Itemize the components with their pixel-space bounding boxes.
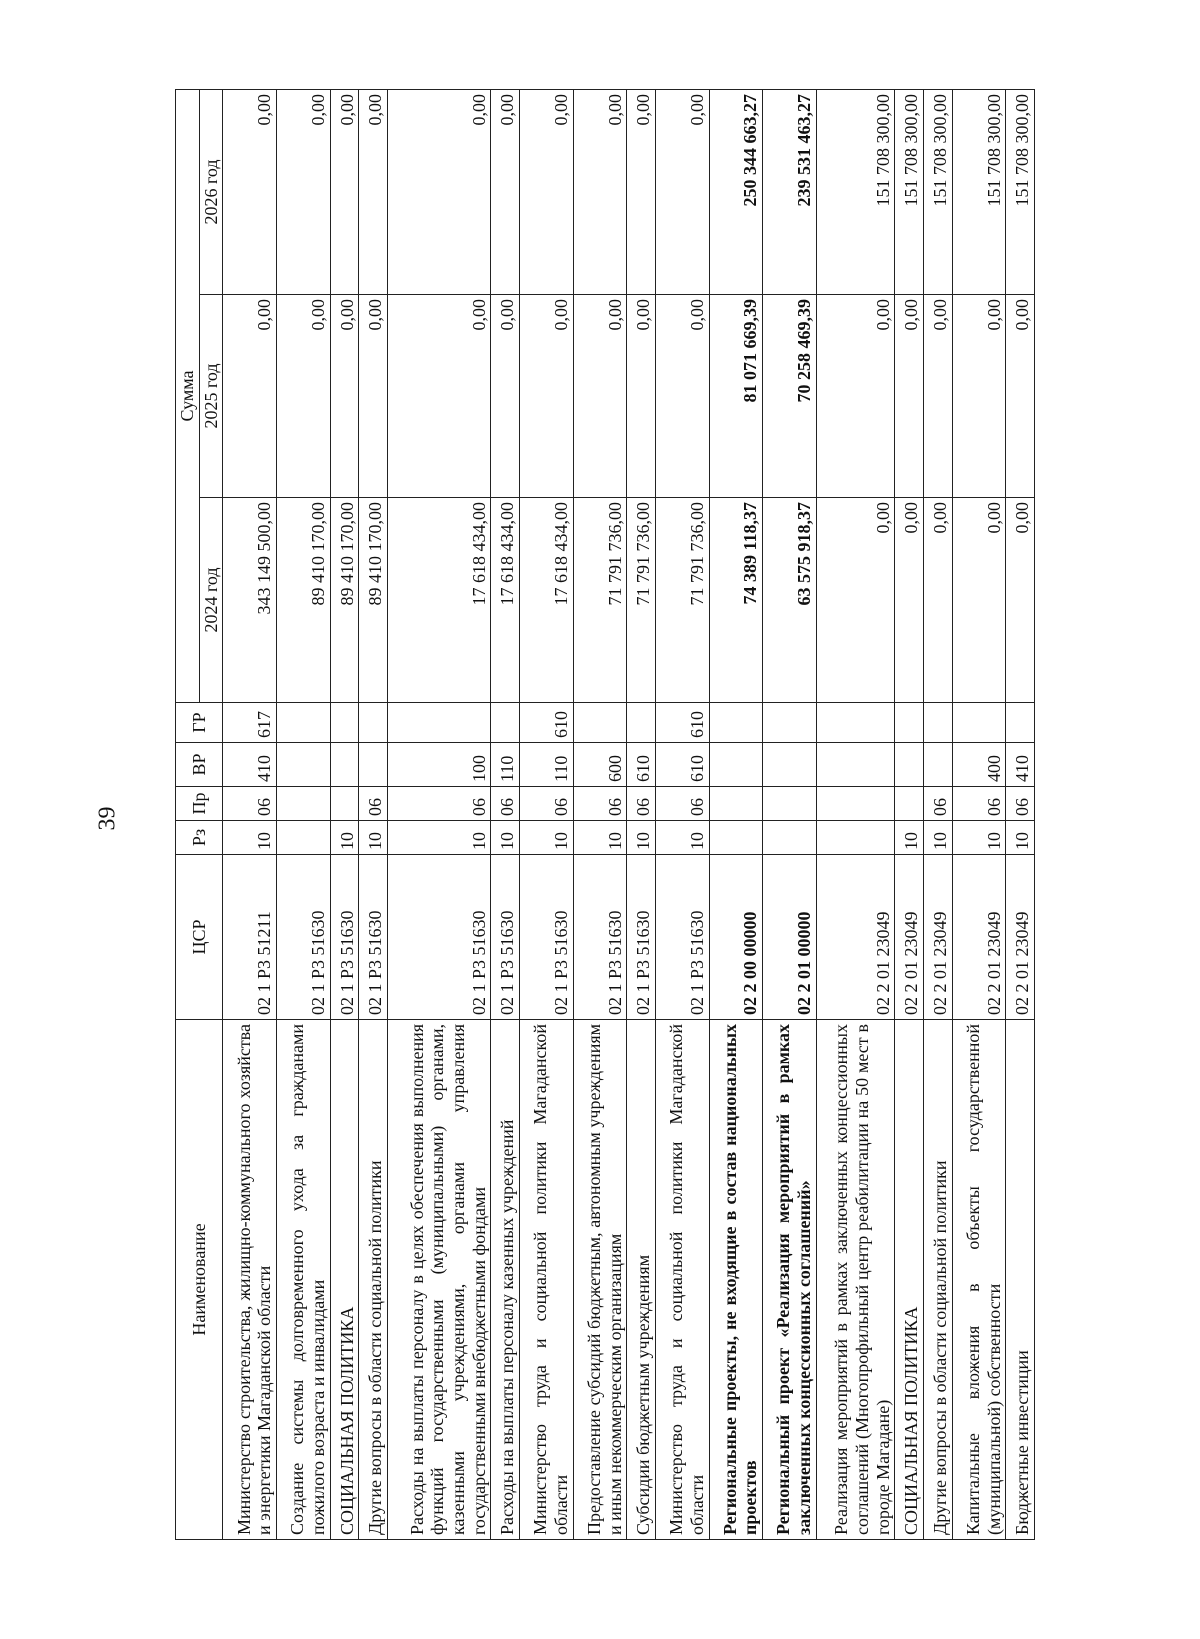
cell-pr: 06 <box>1006 787 1035 821</box>
cell-2025: 0,00 <box>330 295 359 498</box>
table-row <box>276 89 330 1539</box>
cell-csr: 02 1 Р3 51630 <box>520 855 574 1020</box>
cell-name: Другие вопросы в области социальной политики <box>359 1020 388 1540</box>
cell-vr <box>330 743 359 787</box>
cell-2024: 0,00 <box>923 498 952 703</box>
table-row <box>952 89 1006 1539</box>
table-row <box>923 89 952 1539</box>
cell-2024: 74 389 118,37 <box>709 498 763 703</box>
cell-pr: 06 <box>387 787 491 821</box>
cell-2025: 0,00 <box>627 295 656 498</box>
cell-vr <box>816 743 895 787</box>
header-pr: Пр <box>176 787 223 821</box>
cell-csr: 02 1 Р3 51630 <box>387 855 491 1020</box>
cell-2026: 0,00 <box>387 89 491 294</box>
cell-vr <box>923 743 952 787</box>
cell-rz: 10 <box>359 821 388 855</box>
cell-gr <box>952 703 1006 743</box>
cell-2026: 250 344 663,27 <box>709 89 763 294</box>
table-row <box>330 89 359 1539</box>
cell-2025: 0,00 <box>1006 295 1035 498</box>
cell-gr <box>816 703 895 743</box>
cell-name: Министерство труда и социальной политики Магаданской области <box>655 1020 709 1540</box>
cell-2024: 89 410 170,00 <box>276 498 330 703</box>
cell-vr: 100 <box>387 743 491 787</box>
cell-2024: 0,00 <box>895 498 924 703</box>
cell-2026: 0,00 <box>655 89 709 294</box>
cell-gr <box>627 703 656 743</box>
cell-gr <box>763 703 817 743</box>
cell-csr: 02 2 01 23049 <box>923 855 952 1020</box>
cell-rz: 10 <box>923 821 952 855</box>
budget-table-container <box>175 90 1035 1540</box>
table-body <box>223 89 1035 1539</box>
cell-2024: 71 791 736,00 <box>573 498 627 703</box>
table-row <box>223 89 277 1539</box>
cell-2024: 89 410 170,00 <box>359 498 388 703</box>
cell-2026: 0,00 <box>491 89 520 294</box>
cell-rz: 10 <box>387 821 491 855</box>
cell-2025: 0,00 <box>359 295 388 498</box>
cell-name: Капитальные вложения в объекты государственной (муниципальной) собственности <box>952 1020 1006 1540</box>
cell-rz: 10 <box>655 821 709 855</box>
cell-2025: 0,00 <box>895 295 924 498</box>
table-row <box>573 89 627 1539</box>
table-row <box>627 89 656 1539</box>
cell-name: Министерство строительства, жилищно-коммунального хозяйства и энергетики Магаданской области <box>223 1020 277 1540</box>
cell-rz: 10 <box>952 821 1006 855</box>
cell-2024: 0,00 <box>952 498 1006 703</box>
cell-gr: 610 <box>520 703 574 743</box>
page-number: 39 <box>94 806 121 831</box>
cell-csr: 02 2 01 23049 <box>816 855 895 1020</box>
header-rz: Рз <box>176 821 223 855</box>
table-row <box>491 89 520 1539</box>
budget-table <box>175 89 1035 1540</box>
cell-vr: 110 <box>491 743 520 787</box>
cell-2025: 0,00 <box>520 295 574 498</box>
cell-csr: 02 2 00 00000 <box>709 855 763 1020</box>
cell-name: Другие вопросы в области социальной политики <box>923 1020 952 1540</box>
cell-vr: 400 <box>952 743 1006 787</box>
cell-rz: 10 <box>1006 821 1035 855</box>
cell-vr <box>763 743 817 787</box>
cell-2024: 17 618 434,00 <box>520 498 574 703</box>
cell-name: Предоставление субсидий бюджетным, автономным учреждениям и иным некоммерческим организациям <box>573 1020 627 1540</box>
header-sum: Сумма <box>176 89 200 702</box>
cell-2026: 0,00 <box>520 89 574 294</box>
cell-2024: 71 791 736,00 <box>655 498 709 703</box>
cell-gr <box>1006 703 1035 743</box>
cell-2026: 239 531 463,27 <box>763 89 817 294</box>
cell-rz <box>276 821 330 855</box>
cell-2026: 0,00 <box>573 89 627 294</box>
cell-pr <box>763 787 817 821</box>
header-2024: 2024 год <box>199 498 223 703</box>
cell-2026: 151 708 300,00 <box>952 89 1006 294</box>
cell-pr <box>330 787 359 821</box>
cell-vr: 600 <box>573 743 627 787</box>
cell-2025: 70 258 469,39 <box>763 295 817 498</box>
cell-rz <box>816 821 895 855</box>
cell-pr: 06 <box>655 787 709 821</box>
cell-csr: 02 1 Р3 51630 <box>627 855 656 1020</box>
cell-name: Реализация мероприятий в рамках заключенных концессионных соглашений (Многопрофильный центр реабилитации на 50 мест в городе Магадане) <box>816 1020 895 1540</box>
table-row <box>816 89 895 1539</box>
table-row <box>387 89 491 1539</box>
cell-rz <box>763 821 817 855</box>
cell-csr: 02 2 01 23049 <box>895 855 924 1020</box>
cell-pr <box>816 787 895 821</box>
cell-2025: 0,00 <box>223 295 277 498</box>
cell-vr <box>895 743 924 787</box>
cell-pr: 06 <box>223 787 277 821</box>
table-row <box>655 89 709 1539</box>
cell-csr: 02 1 Р3 51630 <box>359 855 388 1020</box>
cell-gr <box>895 703 924 743</box>
cell-2024: 0,00 <box>816 498 895 703</box>
cell-pr: 06 <box>627 787 656 821</box>
header-2026: 2026 год <box>199 89 223 294</box>
cell-csr: 02 1 Р3 51630 <box>491 855 520 1020</box>
cell-2024: 17 618 434,00 <box>491 498 520 703</box>
cell-2026: 151 708 300,00 <box>895 89 924 294</box>
cell-2026: 0,00 <box>330 89 359 294</box>
cell-rz: 10 <box>627 821 656 855</box>
cell-vr: 410 <box>223 743 277 787</box>
cell-name: Региональные проекты, не входящие в состав национальных проектов <box>709 1020 763 1540</box>
cell-2025: 0,00 <box>952 295 1006 498</box>
cell-gr <box>276 703 330 743</box>
cell-pr <box>895 787 924 821</box>
cell-rz: 10 <box>520 821 574 855</box>
cell-csr: 02 1 Р3 51630 <box>655 855 709 1020</box>
cell-name: Расходы на выплаты персоналу в целях обеспечения выполнения функций государственными (муниципальными) органами, казенными учреждениями, органами управления государственными внебюджетными фондами <box>387 1020 491 1540</box>
cell-vr: 610 <box>655 743 709 787</box>
cell-2024: 17 618 434,00 <box>387 498 491 703</box>
cell-name: Создание системы долговременного ухода за гражданами пожилого возраста и инвалидами <box>276 1020 330 1540</box>
header-gr: ГР <box>176 703 223 743</box>
cell-pr <box>709 787 763 821</box>
cell-pr <box>276 787 330 821</box>
cell-csr: 02 1 Р3 51630 <box>276 855 330 1020</box>
cell-csr: 02 1 Р3 51630 <box>330 855 359 1020</box>
cell-2026: 151 708 300,00 <box>816 89 895 294</box>
cell-csr: 02 2 01 00000 <box>763 855 817 1020</box>
cell-name: Бюджетные инвестиции <box>1006 1020 1035 1540</box>
cell-2026: 0,00 <box>276 89 330 294</box>
header-2025: 2025 год <box>199 295 223 498</box>
cell-pr: 06 <box>359 787 388 821</box>
cell-rz: 10 <box>330 821 359 855</box>
cell-name: Региональный проект «Реализация мероприятий в рамках заключенных концессионных соглашений» <box>763 1020 817 1540</box>
table-row <box>895 89 924 1539</box>
cell-vr <box>276 743 330 787</box>
cell-name: СОЦИАЛЬНАЯ ПОЛИТИКА <box>330 1020 359 1540</box>
cell-2026: 151 708 300,00 <box>923 89 952 294</box>
cell-2026: 0,00 <box>359 89 388 294</box>
cell-gr <box>573 703 627 743</box>
cell-rz: 10 <box>895 821 924 855</box>
cell-pr: 06 <box>923 787 952 821</box>
cell-rz: 10 <box>491 821 520 855</box>
cell-vr <box>709 743 763 787</box>
cell-2025: 0,00 <box>655 295 709 498</box>
cell-gr <box>923 703 952 743</box>
cell-pr: 06 <box>491 787 520 821</box>
cell-csr: 02 1 Р3 51630 <box>573 855 627 1020</box>
cell-2025: 0,00 <box>387 295 491 498</box>
cell-2024: 71 791 736,00 <box>627 498 656 703</box>
cell-pr: 06 <box>520 787 574 821</box>
cell-vr: 610 <box>627 743 656 787</box>
table-row <box>1006 89 1035 1539</box>
cell-2025: 0,00 <box>276 295 330 498</box>
cell-vr <box>359 743 388 787</box>
header-csr: ЦСР <box>176 855 223 1020</box>
cell-2026: 0,00 <box>627 89 656 294</box>
cell-gr <box>330 703 359 743</box>
table-row <box>520 89 574 1539</box>
cell-gr <box>491 703 520 743</box>
cell-2025: 81 071 669,39 <box>709 295 763 498</box>
header-vr: ВР <box>176 743 223 787</box>
cell-2025: 0,00 <box>491 295 520 498</box>
header-name: Наименование <box>176 1020 223 1540</box>
cell-gr <box>359 703 388 743</box>
cell-name: СОЦИАЛЬНАЯ ПОЛИТИКА <box>895 1020 924 1540</box>
cell-name: Расходы на выплаты персоналу казенных учреждений <box>491 1020 520 1540</box>
table-row <box>709 89 763 1539</box>
table-row <box>359 89 388 1539</box>
cell-2024: 89 410 170,00 <box>330 498 359 703</box>
cell-csr: 02 2 01 23049 <box>1006 855 1035 1020</box>
cell-2026: 0,00 <box>223 89 277 294</box>
cell-rz: 10 <box>573 821 627 855</box>
cell-name: Субсидии бюджетным учреждениям <box>627 1020 656 1540</box>
cell-rz <box>709 821 763 855</box>
cell-gr <box>387 703 491 743</box>
cell-2024: 0,00 <box>1006 498 1035 703</box>
cell-rz: 10 <box>223 821 277 855</box>
cell-gr: 610 <box>655 703 709 743</box>
header-row-1 <box>176 89 200 1539</box>
cell-gr <box>709 703 763 743</box>
cell-vr: 110 <box>520 743 574 787</box>
cell-vr: 410 <box>1006 743 1035 787</box>
cell-csr: 02 1 Р3 51211 <box>223 855 277 1020</box>
cell-2026: 151 708 300,00 <box>1006 89 1035 294</box>
cell-name: Министерство труда и социальной политики Магаданской области <box>520 1020 574 1540</box>
cell-pr: 06 <box>573 787 627 821</box>
cell-pr: 06 <box>952 787 1006 821</box>
cell-2024: 343 149 500,00 <box>223 498 277 703</box>
cell-2025: 0,00 <box>573 295 627 498</box>
cell-2025: 0,00 <box>923 295 952 498</box>
cell-csr: 02 2 01 23049 <box>952 855 1006 1020</box>
cell-2025: 0,00 <box>816 295 895 498</box>
cell-gr: 617 <box>223 703 277 743</box>
cell-2024: 63 575 918,37 <box>763 498 817 703</box>
table-row <box>763 89 817 1539</box>
